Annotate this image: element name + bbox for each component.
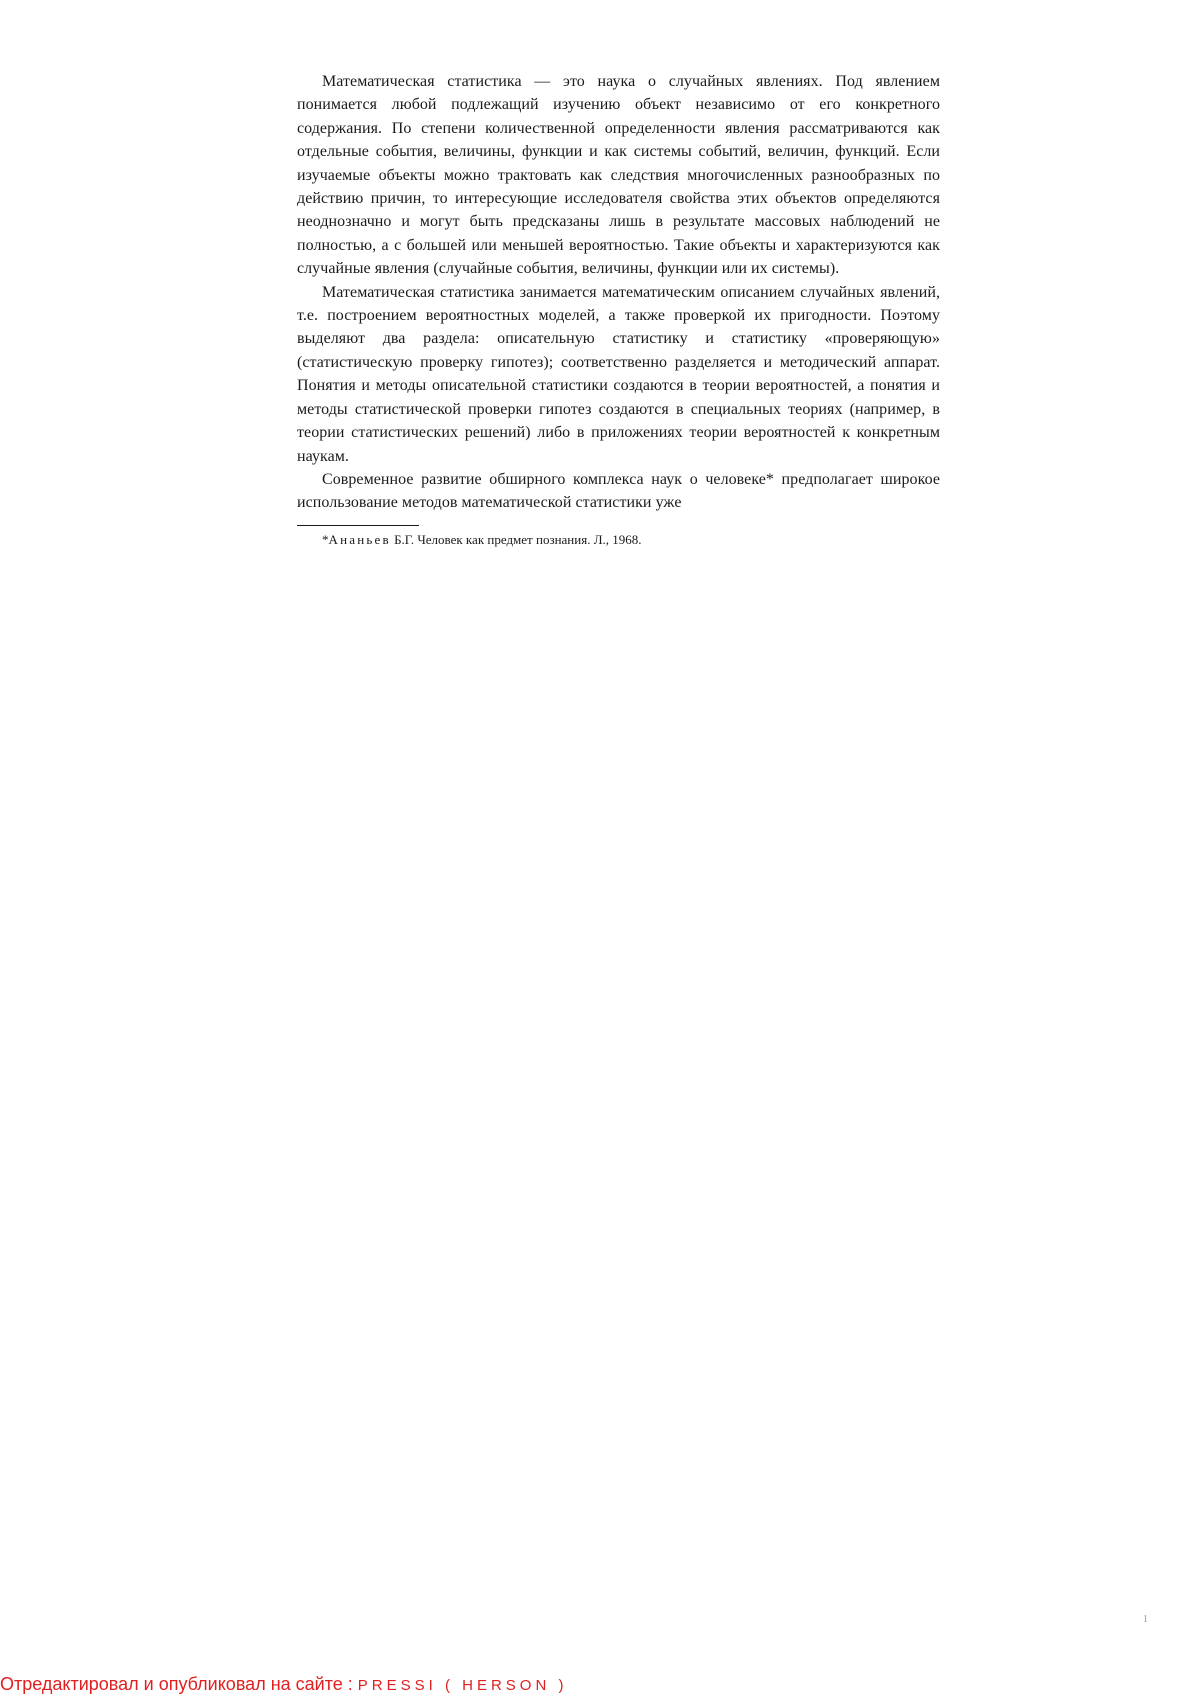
page-body [297,70,940,549]
site-publisher-note [0,1673,567,1697]
footnote-marker: * [322,531,329,547]
footnote-citation: Б.Г. Человек как предмет познания. Л., 1968. [390,531,642,547]
paragraph-1: Математическая статистика — это наука о случайных явлениях. Под явлением понимается любой подлежащий изучению объект независимо от его конкретного содержания. По степени количественной определенности явления рассматриваются как отдельные события, величины, функции и как системы событий, величин, функций. Если изучаемые объекты можно трактовать как следствия многочисленных разнообразных по действию причин, то интересующие исследователя свойства этих объектов определяются неоднозначно и могут быть предсказаны лишь в результате массовых наблюдений не полностью, а с большей или меньшей вероятностью. Такие объекты и характеризуются как случайные явления (случайные события, величины, функции или их системы). [297,73,940,278]
footnote-author: Ананьев [328,531,391,547]
site-note-label: Отредактировал и опубликовал на сайте : [0,1674,358,1694]
site-name: PRESSI ( HERSON ) [357,1677,568,1694]
page-mark: 1 [1143,1614,1148,1625]
footnote-divider [297,525,419,526]
paragraph-2: Математическая статистика занимается математическим описанием случайных явлений, т.е. построением вероятностных моделей, а также проверкой их пригодности. Поэтому выделяют два раздела: описательную статистику и статистику «проверяющую» (статистическую проверку гипотез); соответственно разделяется и методический аппарат. Понятия и методы описательной статистики создаются в теории вероятностей, а понятия и методы статистической проверки гипотез создаются в специальных теориях (например, в теории статистических решений) либо в приложениях теории вероятностей к конкретным наукам. [297,283,940,465]
paragraph-3: Современное развитие обширного комплекса наук о человеке* предполагает широкое использование методов математической статистики уже [297,470,940,512]
footnote [322,531,940,549]
